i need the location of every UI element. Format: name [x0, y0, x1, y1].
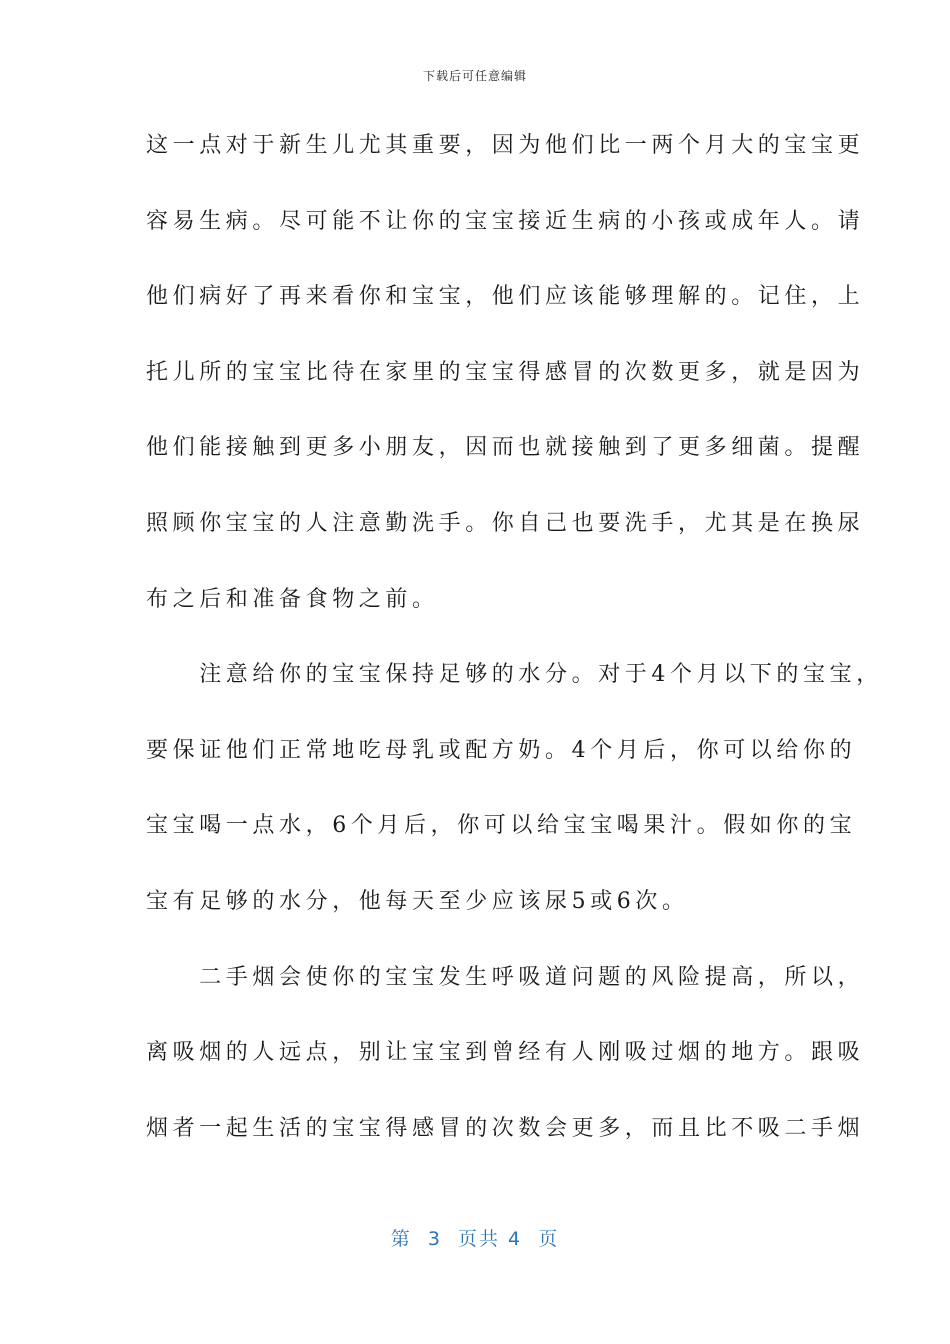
text-line: 要保证他们正常地吃母乳或配方奶。4个月后，你可以给你的: [146, 737, 857, 763]
text-line: 布之后和准备食物之前。: [146, 586, 439, 612]
text-line: 宝有足够的水分，他每天至少应该尿5或6次。: [146, 888, 689, 914]
text-line: 托儿所的宝宝比待在家里的宝宝得感冒的次数更多，就是因为: [146, 359, 865, 385]
page-header: 下载后可任意编辑: [422, 69, 527, 83]
page-number-footer: 第 3 页共 4 页: [390, 1228, 560, 1250]
text-line: 离吸烟的人远点，别让宝宝到曾经有人刚吸过烟的地方。跟吸: [146, 1040, 865, 1066]
text-line: 烟者一起生活的宝宝得感冒的次数会更多，而且比不吸二手烟: [146, 1115, 865, 1141]
text-line: 他们病好了再来看你和宝宝，他们应该能够理解的。记住，上: [146, 284, 865, 310]
text-line: 他们能接触到更多小朋友，因而也就接触到了更多细菌。提醒: [146, 435, 865, 461]
text-line: 照顾你宝宝的人注意勤洗手。你自己也要洗手，尤其是在换尿: [146, 510, 865, 536]
text-line: 这一点对于新生儿尤其重要，因为他们比一两个月大的宝宝更: [146, 133, 865, 158]
text-line: 容易生病。尽可能不让你的宝宝接近生病的小孩或成年人。请: [146, 208, 865, 234]
text-line: 注意给你的宝宝保持足够的水分。对于4个月以下的宝宝，: [146, 662, 883, 688]
document-body: [146, 121, 883, 1179]
text-line: 二手烟会使你的宝宝发生呼吸道问题的风险提高，所以，: [146, 964, 865, 990]
text-line: 宝宝喝一点水，6个月后，你可以给宝宝喝果汁。假如你的宝: [146, 813, 857, 839]
